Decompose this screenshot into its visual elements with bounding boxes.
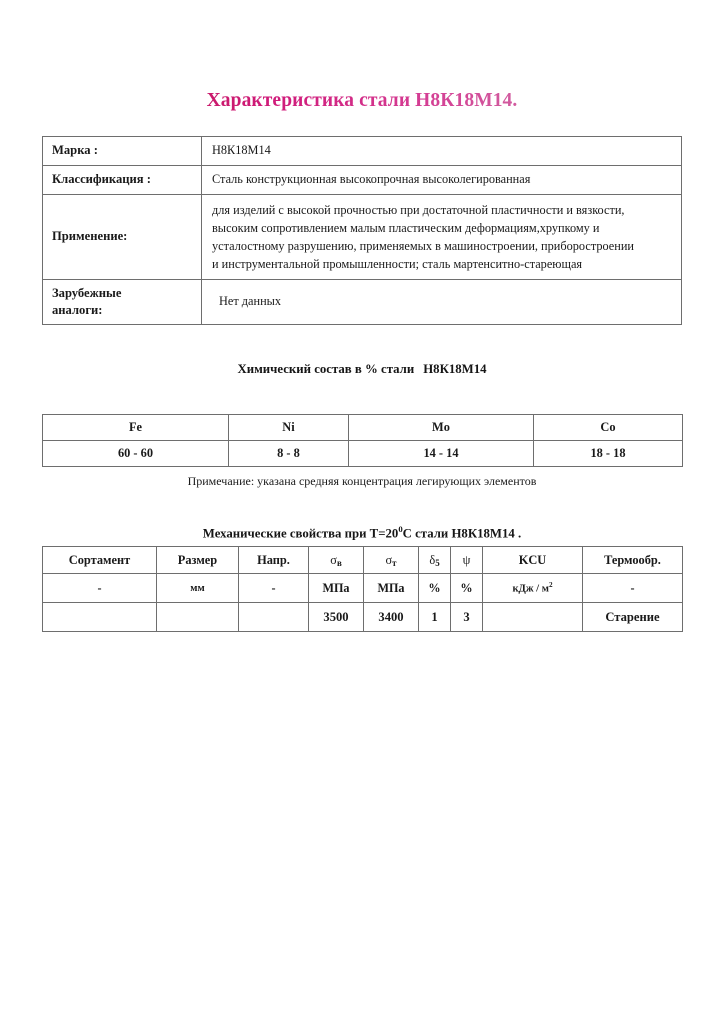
- foreign-analogs-label-line-1: Зарубежные: [52, 286, 122, 300]
- table-row-header: [43, 415, 683, 441]
- mech-unit-sigma-t: МПа: [364, 574, 419, 603]
- mech-unit-kcu: [483, 574, 583, 603]
- mech-unit-psi: %: [451, 574, 483, 603]
- chem-value-co: 18 - 18: [534, 441, 683, 467]
- kcu-unit-exponent: 2: [548, 581, 553, 590]
- mech-header-sigma-t: [364, 547, 419, 574]
- table-row: [43, 137, 682, 166]
- mechanical-properties-table: [42, 546, 683, 632]
- grade-value: Н8К18М14: [202, 137, 682, 166]
- application-line-1: для изделий с высокой прочностью при достаточной пластичности и вязкости,: [212, 202, 625, 217]
- foreign-analogs-label-line-2: аналоги:: [52, 303, 103, 317]
- chem-value-mo: 14 - 14: [349, 441, 534, 467]
- sigma-v-subscript: в: [336, 557, 342, 568]
- mech-header-kcu: KCU: [483, 547, 583, 574]
- mech-header-delta: [419, 547, 451, 574]
- table-row-units: [43, 574, 683, 603]
- mech-header-sortament: Сортамент: [43, 547, 157, 574]
- sigma-t-subscript: т: [392, 557, 397, 568]
- chem-header-mo: Mo: [349, 415, 534, 441]
- mech-heading-part2: C стали Н8К18М14 .: [402, 526, 522, 541]
- mech-header-termoobr: Термообр.: [583, 547, 683, 574]
- chemical-composition-heading: [0, 362, 724, 377]
- page-title: Характеристика стали Н8К18М14.: [0, 90, 724, 112]
- mech-unit-termoobr: -: [583, 574, 683, 603]
- delta-subscript: 5: [435, 557, 440, 568]
- mech-unit-delta: %: [419, 574, 451, 603]
- chemical-note: Примечание: указана средняя концентрация легирующих элементов: [187, 474, 537, 488]
- mech-unit-sortament: -: [43, 574, 157, 603]
- mech-unit-napr: -: [239, 574, 309, 603]
- mech-value-razmer: [157, 603, 239, 632]
- table-row: [43, 166, 682, 195]
- general-info-table: [42, 136, 682, 325]
- foreign-analogs-value: Нет данных: [202, 280, 682, 325]
- application-line-3: усталостному разрушению, применяемых в машиностроении, приборостроении: [212, 239, 634, 253]
- chemical-heading-grade: Н8К18М14: [423, 362, 487, 376]
- chem-value-ni: 8 - 8: [229, 441, 349, 467]
- application-line-4: и инструментальной промышленности; сталь мартенситно-стареющая: [212, 257, 583, 272]
- kcu-unit-base: кДж / м: [512, 583, 549, 595]
- mech-value-termoobr: Старение: [583, 603, 683, 632]
- table-row-header: [43, 547, 683, 574]
- mech-header-psi: ψ: [451, 547, 483, 574]
- mechanical-properties-heading: [0, 524, 724, 541]
- chemical-composition-table: [42, 414, 683, 467]
- application-value: [202, 195, 682, 280]
- table-row: [43, 603, 683, 632]
- sigma-t-symbol: σ: [385, 552, 393, 567]
- application-line-2: высоким сопротивлением малым пластическим деформациям,хрупкому и: [212, 220, 600, 235]
- mech-value-napr: [239, 603, 309, 632]
- table-row: [43, 280, 682, 325]
- mech-value-psi: 3: [451, 603, 483, 632]
- mech-value-sortament: [43, 603, 157, 632]
- classification-value: Сталь конструкционная высокопрочная высоколегированная: [202, 166, 682, 195]
- table-row: [43, 195, 682, 280]
- mech-heading-degree: 0: [398, 524, 403, 534]
- mech-unit-sigma-v: МПа: [309, 574, 364, 603]
- classification-label: Классификация :: [43, 166, 202, 195]
- table-row: [43, 441, 683, 467]
- chem-header-fe: Fe: [43, 415, 229, 441]
- grade-label: Марка :: [43, 137, 202, 166]
- foreign-analogs-label: [43, 280, 202, 325]
- mech-header-razmer: Размер: [157, 547, 239, 574]
- mech-value-sigma-t: 3400: [364, 603, 419, 632]
- mech-header-sigma-v: [309, 547, 364, 574]
- mech-value-sigma-v: 3500: [309, 603, 364, 632]
- mech-header-napr: Напр.: [239, 547, 309, 574]
- sigma-v-symbol: σ: [330, 552, 337, 567]
- mech-heading-part1: Механические свойства при T=20: [202, 526, 399, 541]
- chem-value-fe: 60 - 60: [43, 441, 229, 467]
- chemical-heading-text: Химический состав в % стали: [237, 362, 415, 376]
- mech-value-delta: 1: [419, 603, 451, 632]
- delta-symbol: δ: [429, 552, 436, 567]
- chem-header-co: Co: [534, 415, 683, 441]
- mech-unit-razmer: мм: [157, 574, 239, 603]
- mech-value-kcu: [483, 603, 583, 632]
- chem-header-ni: Ni: [229, 415, 349, 441]
- application-label: Применение:: [43, 195, 202, 280]
